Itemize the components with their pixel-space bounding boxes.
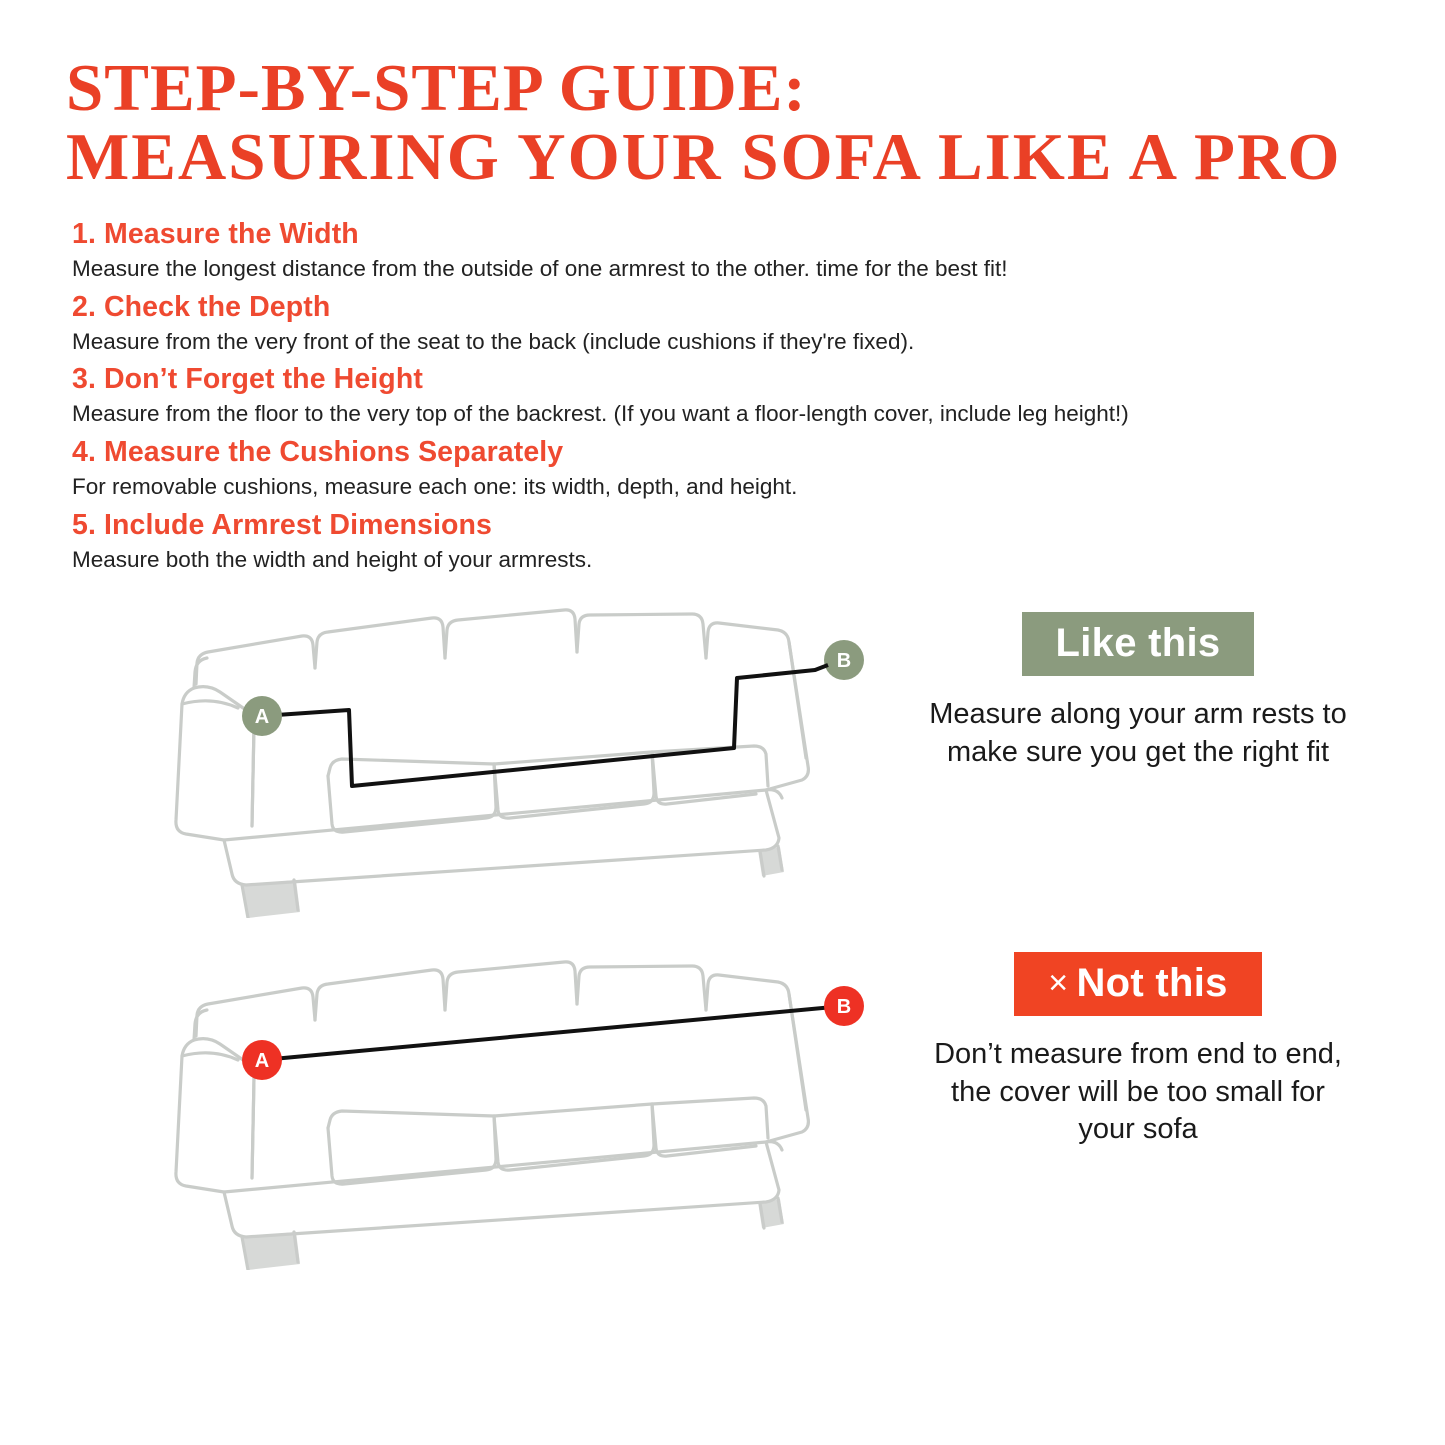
marker-b-bad-label: B (836, 996, 852, 1019)
badge-not-this-label: Not this (1076, 961, 1228, 1006)
measure-path-bad (262, 1006, 844, 1060)
step-description: Measure both the width and height of your armrests. (72, 546, 593, 572)
callout-not-this-text: Don’t measure from end to end, the cover will be too small for your sofa (934, 1038, 1342, 1145)
step-title: 5. Include Armrest Dimensions (72, 508, 492, 541)
step-title: 2. Check the Depth (72, 290, 331, 323)
badge-like-this-label: Like this (1055, 621, 1221, 666)
step-item (66, 436, 1379, 502)
step-description: Measure from the floor to the very top of the backrest. (If you want a floor-length cover, include leg height!) (72, 401, 1129, 427)
step-item (66, 363, 1379, 429)
step-description: Measure the longest distance from the outside of one armrest to the other. time for the best fit! (72, 256, 1008, 281)
marker-a-bad-label: A (254, 1050, 270, 1073)
step-description: Measure from the very front of the seat to the back (include cushions if they're fixed). (72, 328, 915, 354)
step-title: 1. Measure the Width (72, 218, 359, 250)
step-title: 4. Measure the Cushions Separately (72, 436, 564, 469)
badge-like-this (1022, 612, 1255, 676)
measure-path-good (262, 670, 815, 786)
step-title: 3. Don’t Forget the Height (72, 363, 423, 396)
marker-b-good-label: B (836, 650, 852, 673)
steps-list (66, 218, 1379, 574)
sofa-illustration-bad (66, 940, 876, 1270)
step-item (66, 218, 1379, 284)
step-item (66, 291, 1379, 357)
marker-a-good-label: A (254, 706, 270, 729)
close-icon: × (1048, 964, 1069, 1003)
callout-not-this (928, 952, 1348, 1147)
step-description: For removable cushions, measure each one: its width, depth, and height. (72, 474, 798, 500)
badge-not-this (1014, 952, 1261, 1016)
title-line-2: MEASURING YOUR SOFA LIKE A PRO (66, 120, 1342, 194)
illustrations-area (66, 588, 1379, 1288)
sofa-diagram-incorrect (66, 940, 876, 1270)
measure-path-good-tail (815, 665, 828, 670)
title-line-1: STEP-BY-STEP GUIDE: (66, 51, 807, 125)
callout-like-this-text: Measure along your arm rests to make sure you get the right fit (929, 698, 1347, 768)
callout-like-this (928, 612, 1348, 770)
step-item (66, 509, 1379, 575)
sofa-illustration-good (66, 588, 876, 918)
sofa-diagram-correct (66, 588, 876, 918)
page-title (66, 0, 1379, 192)
